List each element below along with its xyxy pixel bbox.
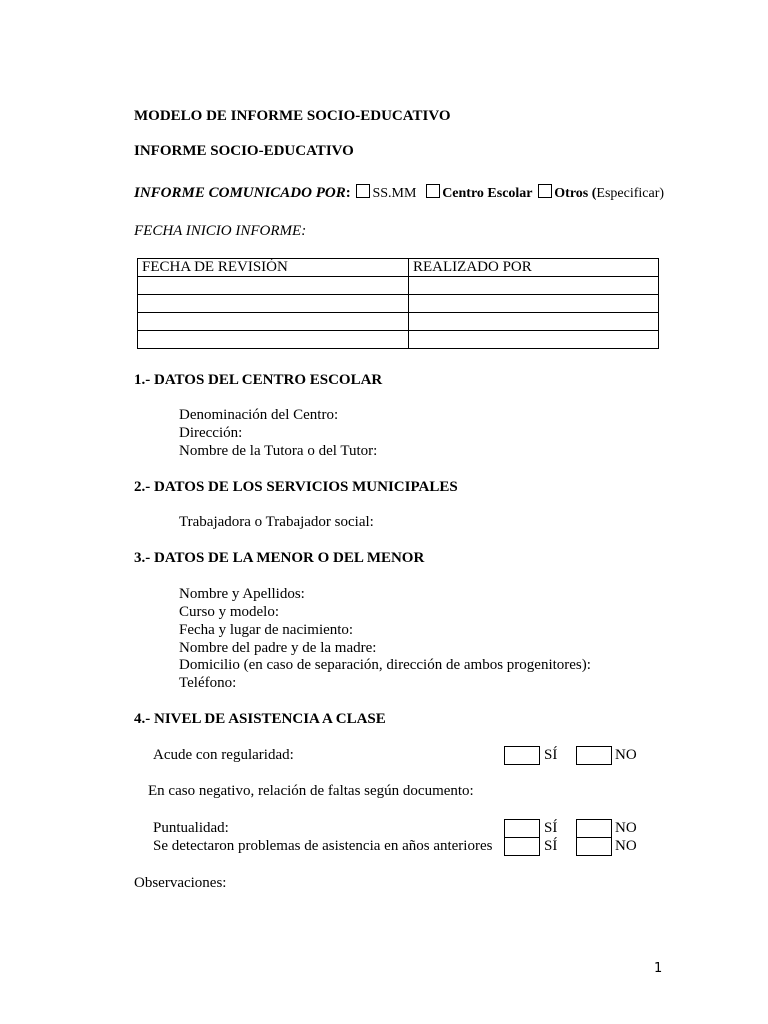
revision-table	[137, 258, 659, 349]
section2-title: 2.- DATOS DE LOS SERVICIOS MUNICIPALES	[134, 479, 458, 495]
acude-si-box[interactable]	[504, 746, 540, 765]
telefono-label: Teléfono:	[179, 675, 237, 691]
acude-no-label: NO	[615, 747, 637, 763]
trabajador-social-label: Trabajadora o Trabajador social:	[179, 514, 374, 530]
problemas-si-label: SÍ	[544, 838, 558, 854]
table-cell[interactable]	[409, 331, 659, 349]
ssmm-checkbox[interactable]	[356, 184, 370, 198]
section4-title: 4.- NIVEL DE ASISTENCIA A CLASE	[134, 711, 386, 727]
comunicado-por-line	[134, 184, 664, 203]
puntualidad-no-box[interactable]	[576, 819, 612, 838]
domicilio-label: Domicilio (en caso de separación, dirección de ambos progenitores):	[179, 657, 591, 673]
table-cell[interactable]	[409, 277, 659, 295]
table-row	[138, 277, 659, 295]
puntualidad-no-label: NO	[615, 820, 637, 836]
centro-denominacion-label: Denominación del Centro:	[179, 407, 339, 423]
comunicado-colon: :	[345, 185, 351, 201]
table-cell[interactable]	[409, 313, 659, 331]
otros-checkbox[interactable]	[538, 184, 552, 198]
centro-escolar-checkbox[interactable]	[426, 184, 440, 198]
problemas-label: Se detectaron problemas de asistencia en años anteriores	[153, 838, 493, 854]
section1-title: 1.- DATOS DEL CENTRO ESCOLAR	[134, 372, 383, 388]
faltas-label: En caso negativo, relación de faltas según documento:	[148, 783, 474, 799]
table-row	[138, 331, 659, 349]
observaciones-label: Observaciones:	[134, 875, 227, 891]
header-realizado-por: REALIZADO POR	[409, 259, 659, 277]
comunicado-label: INFORME COMUNICADO POR	[134, 185, 346, 201]
fecha-inicio-label: FECHA INICIO INFORME:	[134, 223, 307, 239]
problemas-si-box[interactable]	[504, 837, 540, 856]
otros-especificar: Especificar)	[596, 186, 665, 201]
acude-label: Acude con regularidad:	[153, 747, 294, 763]
problemas-no-label: NO	[615, 838, 637, 854]
nacimiento-label: Fecha y lugar de nacimiento:	[179, 622, 354, 638]
header-fecha-revision: FECHA DE REVISIÓN	[138, 259, 409, 277]
otros-label: Otros (	[554, 186, 597, 201]
curso-modelo-label: Curso y modelo:	[179, 604, 279, 620]
page-number: 1	[654, 961, 663, 976]
centro-escolar-label: Centro Escolar	[442, 186, 533, 201]
acude-si-label: SÍ	[544, 747, 558, 763]
report-title: INFORME SOCIO-EDUCATIVO	[134, 143, 354, 159]
puntualidad-si-box[interactable]	[504, 819, 540, 838]
table-cell[interactable]	[409, 295, 659, 313]
table-cell[interactable]	[138, 313, 409, 331]
puntualidad-label: Puntualidad:	[153, 820, 229, 836]
table-row	[138, 313, 659, 331]
ssmm-label: SS.MM	[372, 186, 417, 201]
acude-no-box[interactable]	[576, 746, 612, 765]
table-cell[interactable]	[138, 295, 409, 313]
table-cell[interactable]	[138, 277, 409, 295]
section3-title: 3.- DATOS DE LA MENOR O DEL MENOR	[134, 550, 425, 566]
centro-direccion-label: Dirección:	[179, 425, 243, 441]
table-cell[interactable]	[138, 331, 409, 349]
problemas-no-box[interactable]	[576, 837, 612, 856]
table-row	[138, 295, 659, 313]
document-title: MODELO DE INFORME SOCIO-EDUCATIVO	[134, 108, 451, 124]
puntualidad-si-label: SÍ	[544, 820, 558, 836]
padres-label: Nombre del padre y de la madre:	[179, 640, 377, 656]
tutor-name-label: Nombre de la Tutora o del Tutor:	[179, 443, 378, 459]
table-header-row	[138, 259, 659, 277]
nombre-apellidos-label: Nombre y Apellidos:	[179, 586, 305, 602]
